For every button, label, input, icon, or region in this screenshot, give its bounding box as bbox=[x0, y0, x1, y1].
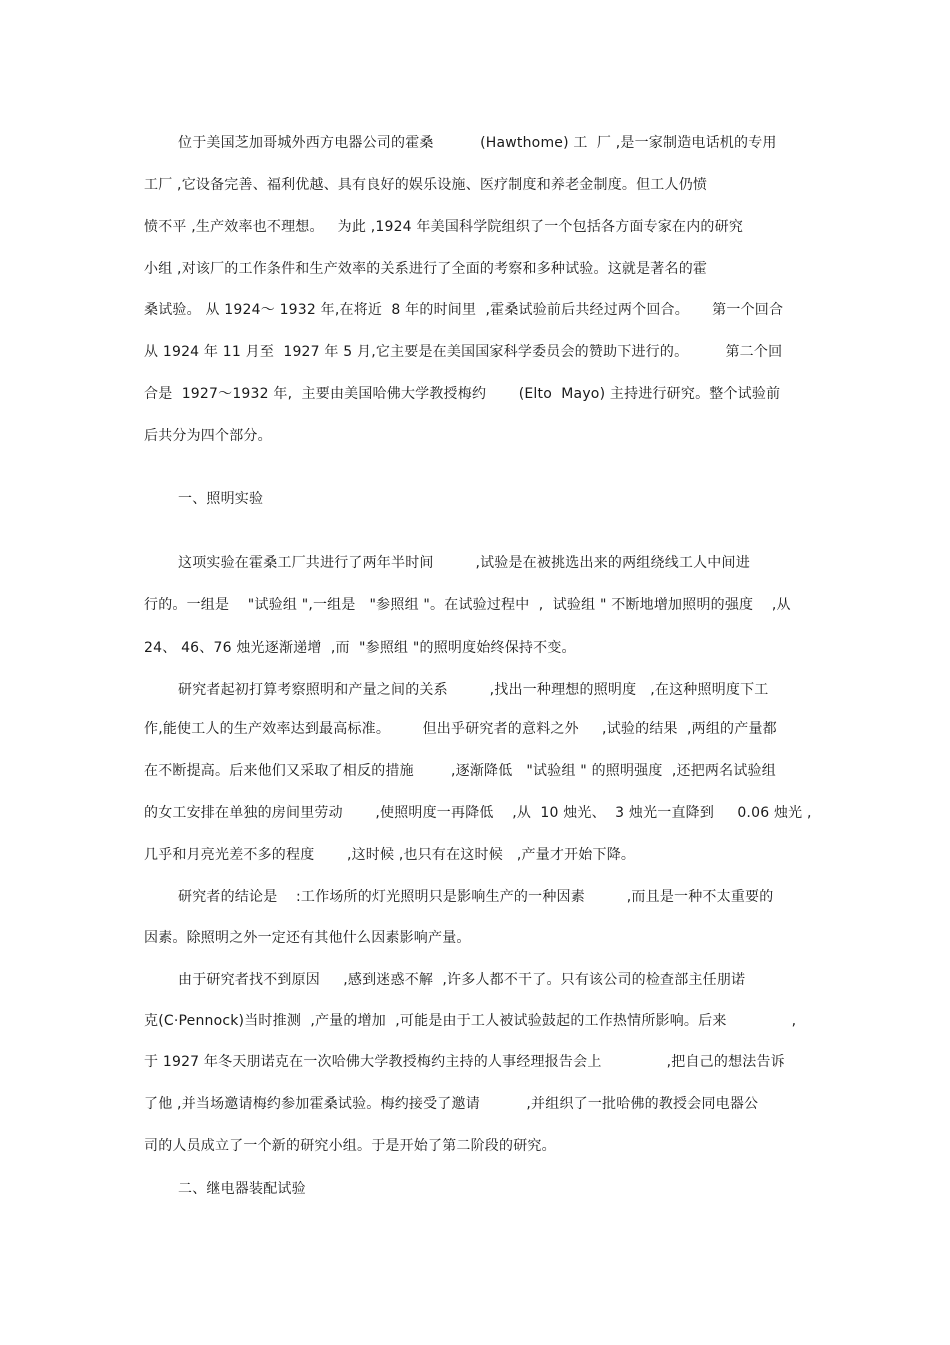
paragraph-1-line-7: 合是 1927～1932 年, 主要由美国哈佛大学教授梅约 (Elto Mayo) 主持进行研究。整个试验前 bbox=[144, 386, 781, 402]
paragraph-5-line-3: 于 1927 年冬天朋诺克在一次哈佛大学教授梅约主持的人事经理报告会上 ,把自己的想法告诉 bbox=[144, 1054, 785, 1070]
paragraph-5-line-5: 司的人员成立了一个新的研究小组。于是开始了第二阶段的研究。 bbox=[144, 1138, 556, 1154]
paragraph-1-line-4: 小组 ,对该厂的工作条件和生产效率的关系进行了全面的考察和多种试验。这就是著名的霍 bbox=[144, 261, 708, 277]
paragraph-5-line-1: 由于研究者找不到原因 ,感到迷惑不解 ,许多人都不干了。只有该公司的检查部主任朋诺 bbox=[178, 972, 746, 988]
paragraph-4-line-1: 研究者的结论是 :工作场所的灯光照明只是影响生产的一种因素 ,而且是一种不太重要的 bbox=[178, 889, 774, 905]
paragraph-1-line-1: 位于美国芝加哥城外西方电器公司的霍桑 (Hawthome) 工 厂 ,是一家制造电话机的专用 bbox=[178, 135, 777, 151]
section-heading-relay-assembly-test: 二、继电器装配试验 bbox=[178, 1181, 306, 1197]
paragraph-2-line-2: 行的。一组是 "试验组 ",一组是 "参照组 "。在试验过程中 , 试验组 " 不断地增加照明的强度 ,从 bbox=[144, 597, 791, 613]
paragraph-3-line-5: 几乎和月亮光差不多的程度 ,这时候 ,也只有在这时候 ,产量才开始下降。 bbox=[144, 847, 636, 863]
paragraph-5-line-2: 克(C·Pennock)当时推测 ,产量的增加 ,可能是由于工人被试验鼓起的工作热情所影响。后来 , bbox=[144, 1013, 797, 1029]
paragraph-2-line-1: 这项实验在霍桑工厂共进行了两年半时间 ,试验是在被挑选出来的两组绕线工人中间进 bbox=[178, 555, 750, 571]
paragraph-1-line-2: 工厂 ,它设备完善、福利优越、具有良好的娱乐设施、医疗制度和养老金制度。但工人仍愤 bbox=[144, 177, 708, 193]
section-heading-lighting-experiment: 一、照明实验 bbox=[178, 491, 264, 507]
paragraph-4-line-2: 因素。除照明之外一定还有其他什么因素影响产量。 bbox=[144, 930, 471, 946]
paragraph-5-line-4: 了他 ,并当场邀请梅约参加霍桑试验。梅约接受了邀请 ,并组织了一批哈佛的教授会同电器公 bbox=[144, 1096, 759, 1112]
paragraph-3-line-1: 研究者起初打算考察照明和产量之间的关系 ,找出一种理想的照明度 ,在这种照明度下工 bbox=[178, 682, 769, 698]
paragraph-3-line-4: 的女工安排在单独的房间里劳动 ,使照明度一再降低 ,从 10 烛光、 3 烛光一直降到 0.06 烛光 , bbox=[144, 805, 812, 821]
paragraph-1-line-5: 桑试验。 从 1924～ 1932 年,在将近 8 年的时间里 ,霍桑试验前后共经过两个回合。 第一个回合 bbox=[144, 302, 784, 318]
paragraph-3-line-3: 在不断提高。后来他们又采取了相反的措施 ,逐渐降低 "试验组 " 的照明强度 ,还把两名试验组 bbox=[144, 763, 776, 779]
paragraph-2-line-3: 24、 46、76 烛光逐渐递增 ,而 "参照组 "的照明度始终保持不变。 bbox=[144, 640, 576, 656]
paragraph-1-line-3: 愤不平 ,生产效率也不理想。 为此 ,1924 年美国科学院组织了一个包括各方面专家在内的研究 bbox=[144, 219, 744, 235]
paragraph-3-line-2: 作,能使工人的生产效率达到最高标准。 但出乎研究者的意料之外 ,试验的结果 ,两组的产量都 bbox=[144, 721, 777, 737]
paragraph-1-line-8: 后共分为四个部分。 bbox=[144, 428, 272, 444]
paragraph-1-line-6: 从 1924 年 11 月至 1927 年 5 月,它主要是在美国国家科学委员会的赞助下进行的。 第二个回 bbox=[144, 344, 783, 360]
